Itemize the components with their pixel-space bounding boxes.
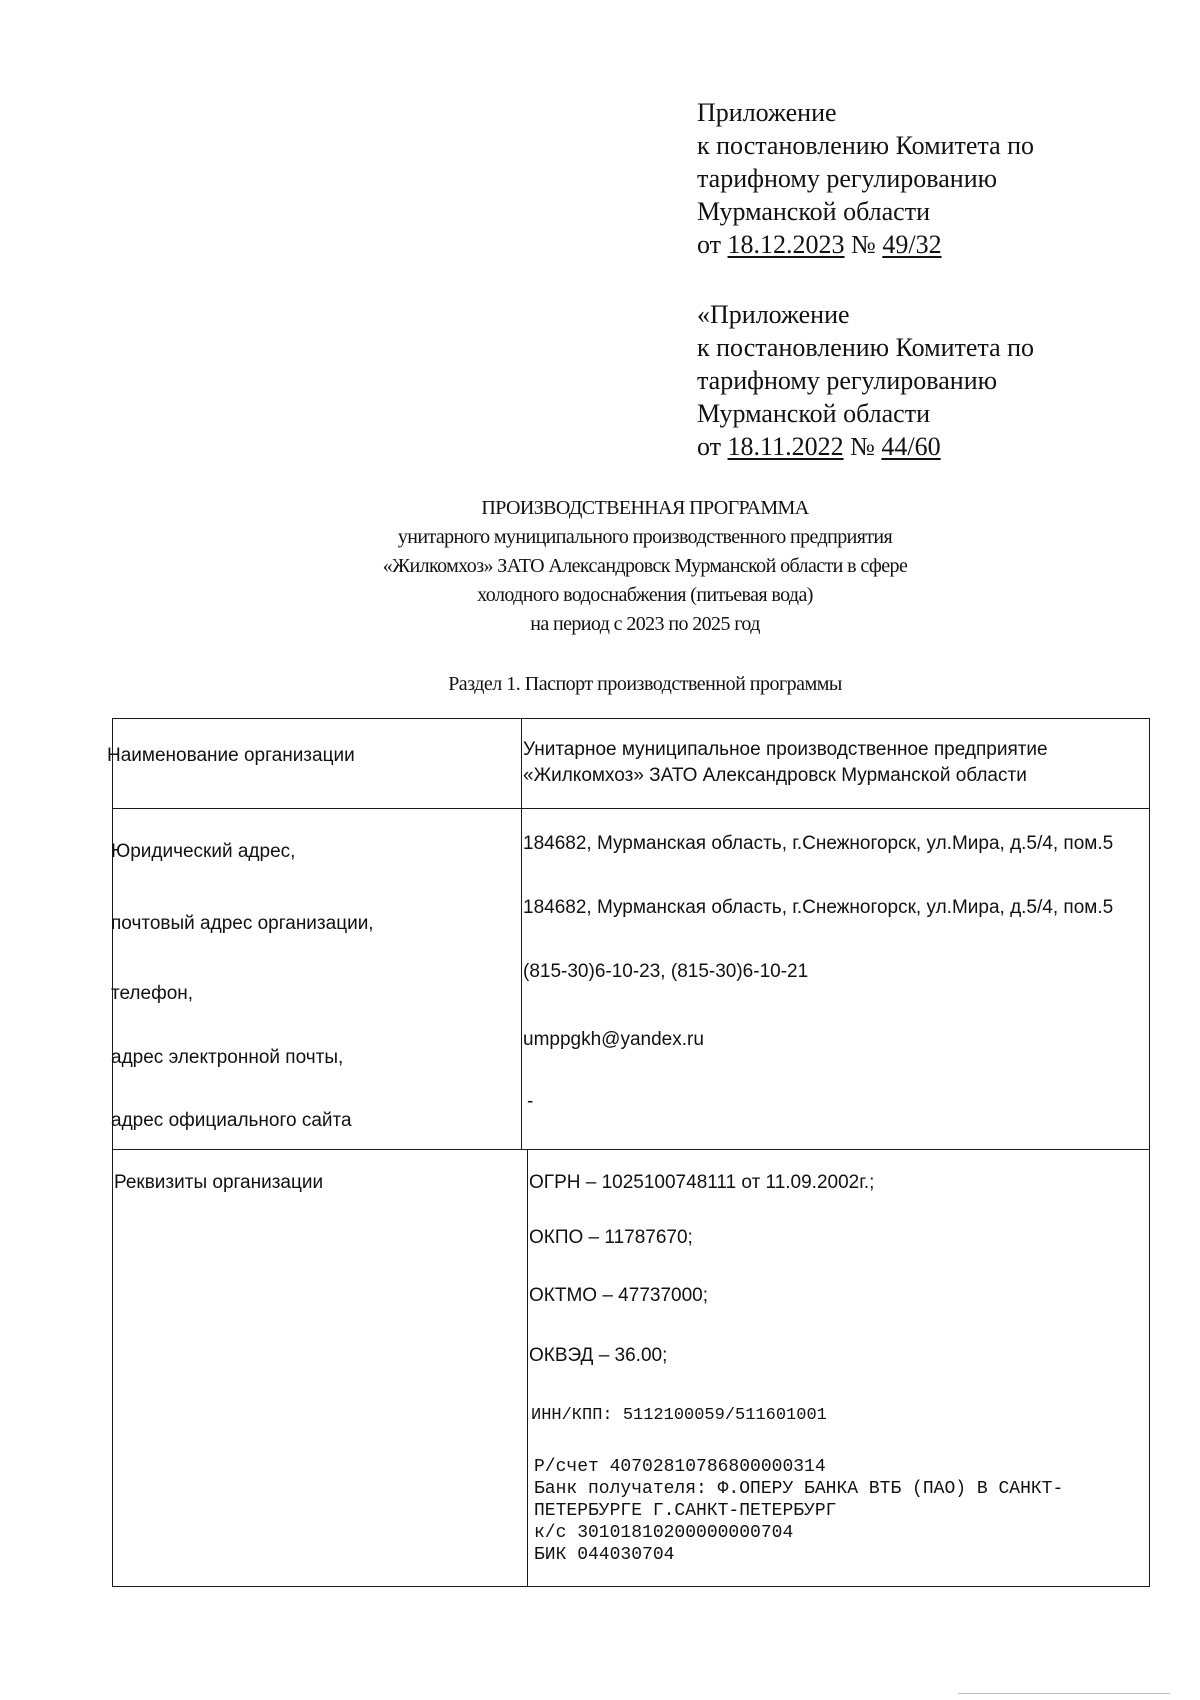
okpo-value: ОКПО – 11787670;	[529, 1227, 693, 1248]
appendix-previous-date-prefix: от	[697, 432, 722, 461]
corr-account-value: к/с 30101810200000000704	[534, 1523, 794, 1543]
bank-details	[534, 1456, 1140, 1566]
appendix-current-line4: Мурманской области	[697, 197, 930, 226]
appendix-current-date-line	[697, 228, 1034, 261]
program-title-line3: «Жилкомхоз» ЗАТО Александровск Мурманской области в сфере	[382, 555, 908, 577]
phone-value: (815-30)6-10-23, (815-30)6-10-21	[523, 961, 809, 982]
table-row-contacts	[113, 809, 1149, 1150]
appendix-current-header	[697, 96, 1034, 261]
appendix-current-line1: Приложение	[697, 98, 837, 127]
postal-address-label: почтовый адрес организации,	[111, 913, 374, 934]
phone-label: телефон,	[111, 983, 194, 1004]
appendix-previous-line1: «Приложение	[697, 300, 850, 329]
appendix-previous-number-prefix: №	[850, 432, 875, 461]
table-row-org-name	[107, 719, 1149, 809]
org-name-value	[523, 737, 1143, 789]
appendix-current-number-prefix: №	[851, 230, 876, 259]
account-value: Р/счет 40702810786800000314	[534, 1457, 826, 1477]
program-title-line1: ПРОИЗВОДСТВЕННАЯ ПРОГРАММА	[481, 497, 809, 519]
postal-address-value: 184682, Мурманская область, г.Снежногорск, ул.Мира, д.5/4, пом.5	[523, 897, 1114, 918]
appendix-current-number: 49/32	[882, 230, 942, 259]
program-title-line5: на период с 2023 по 2025 год	[530, 613, 760, 635]
bank-line2: ПЕТЕРБУРГЕ Г.САНКТ-ПЕТЕРБУРГ	[534, 1501, 837, 1521]
legal-address-label: Юридический адрес,	[111, 841, 296, 862]
column-divider	[527, 1150, 528, 1586]
email-value: umppgkh@yandex.ru	[523, 1029, 704, 1050]
appendix-previous-line3: тарифному регулированию	[697, 366, 998, 395]
website-value: -	[527, 1091, 534, 1112]
website-label: адрес официального сайта	[111, 1110, 352, 1131]
appendix-previous-line4: Мурманской области	[697, 399, 930, 428]
appendix-previous-header	[697, 298, 1034, 463]
inn-kpp-value: ИНН/КПП: 5112100059/511601001	[531, 1406, 827, 1425]
org-name-label: Наименование организации	[107, 745, 355, 766]
appendix-previous-date-line	[697, 430, 1034, 463]
program-title-line2: унитарного муниципального производственного предприятия	[397, 526, 893, 548]
appendix-current-date: 18.12.2023	[727, 230, 845, 259]
okved-value: ОКВЭД – 36.00;	[529, 1345, 668, 1366]
appendix-previous-date: 18.11.2022	[727, 432, 844, 461]
scan-artifact-line	[958, 1693, 1170, 1694]
org-name-value-line2: «Жилкомхоз» ЗАТО Александровск Мурманской области	[523, 765, 1027, 786]
program-title	[0, 494, 1200, 639]
program-title-line4: холодного водоснабжения (питьевая вода)	[477, 584, 813, 606]
bank-line1: Банк получателя: Ф.ОПЕРУ БАНКА ВТБ (ПАО) В САНКТ-	[534, 1479, 1064, 1499]
org-name-value-line1: Унитарное муниципальное производственное предприятие	[523, 739, 1048, 760]
table-row-details	[113, 1150, 1149, 1586]
bik-value: БИК 044030704	[534, 1545, 675, 1565]
passport-table	[107, 718, 1150, 1587]
appendix-current-line3: тарифному регулированию	[697, 164, 998, 193]
appendix-previous-number: 44/60	[881, 432, 941, 461]
column-divider	[521, 809, 522, 1149]
details-label: Реквизиты организации	[114, 1172, 324, 1193]
ogrn-value: ОГРН – 1025100748111 от 11.09.2002г.;	[529, 1172, 875, 1193]
legal-address-value: 184682, Мурманская область, г.Снежногорск, ул.Мира, д.5/4, пом.5	[523, 833, 1114, 854]
appendix-current-date-prefix: от	[697, 230, 722, 259]
section-heading: Раздел 1. Паспорт производственной программы	[448, 673, 842, 695]
appendix-current-line2: к постановлению Комитета по	[697, 131, 1035, 160]
column-divider	[521, 719, 522, 808]
appendix-previous-line2: к постановлению Комитета по	[697, 333, 1035, 362]
oktmo-value: ОКТМО – 47737000;	[529, 1285, 708, 1306]
email-label: адрес электронной почты,	[111, 1047, 344, 1068]
